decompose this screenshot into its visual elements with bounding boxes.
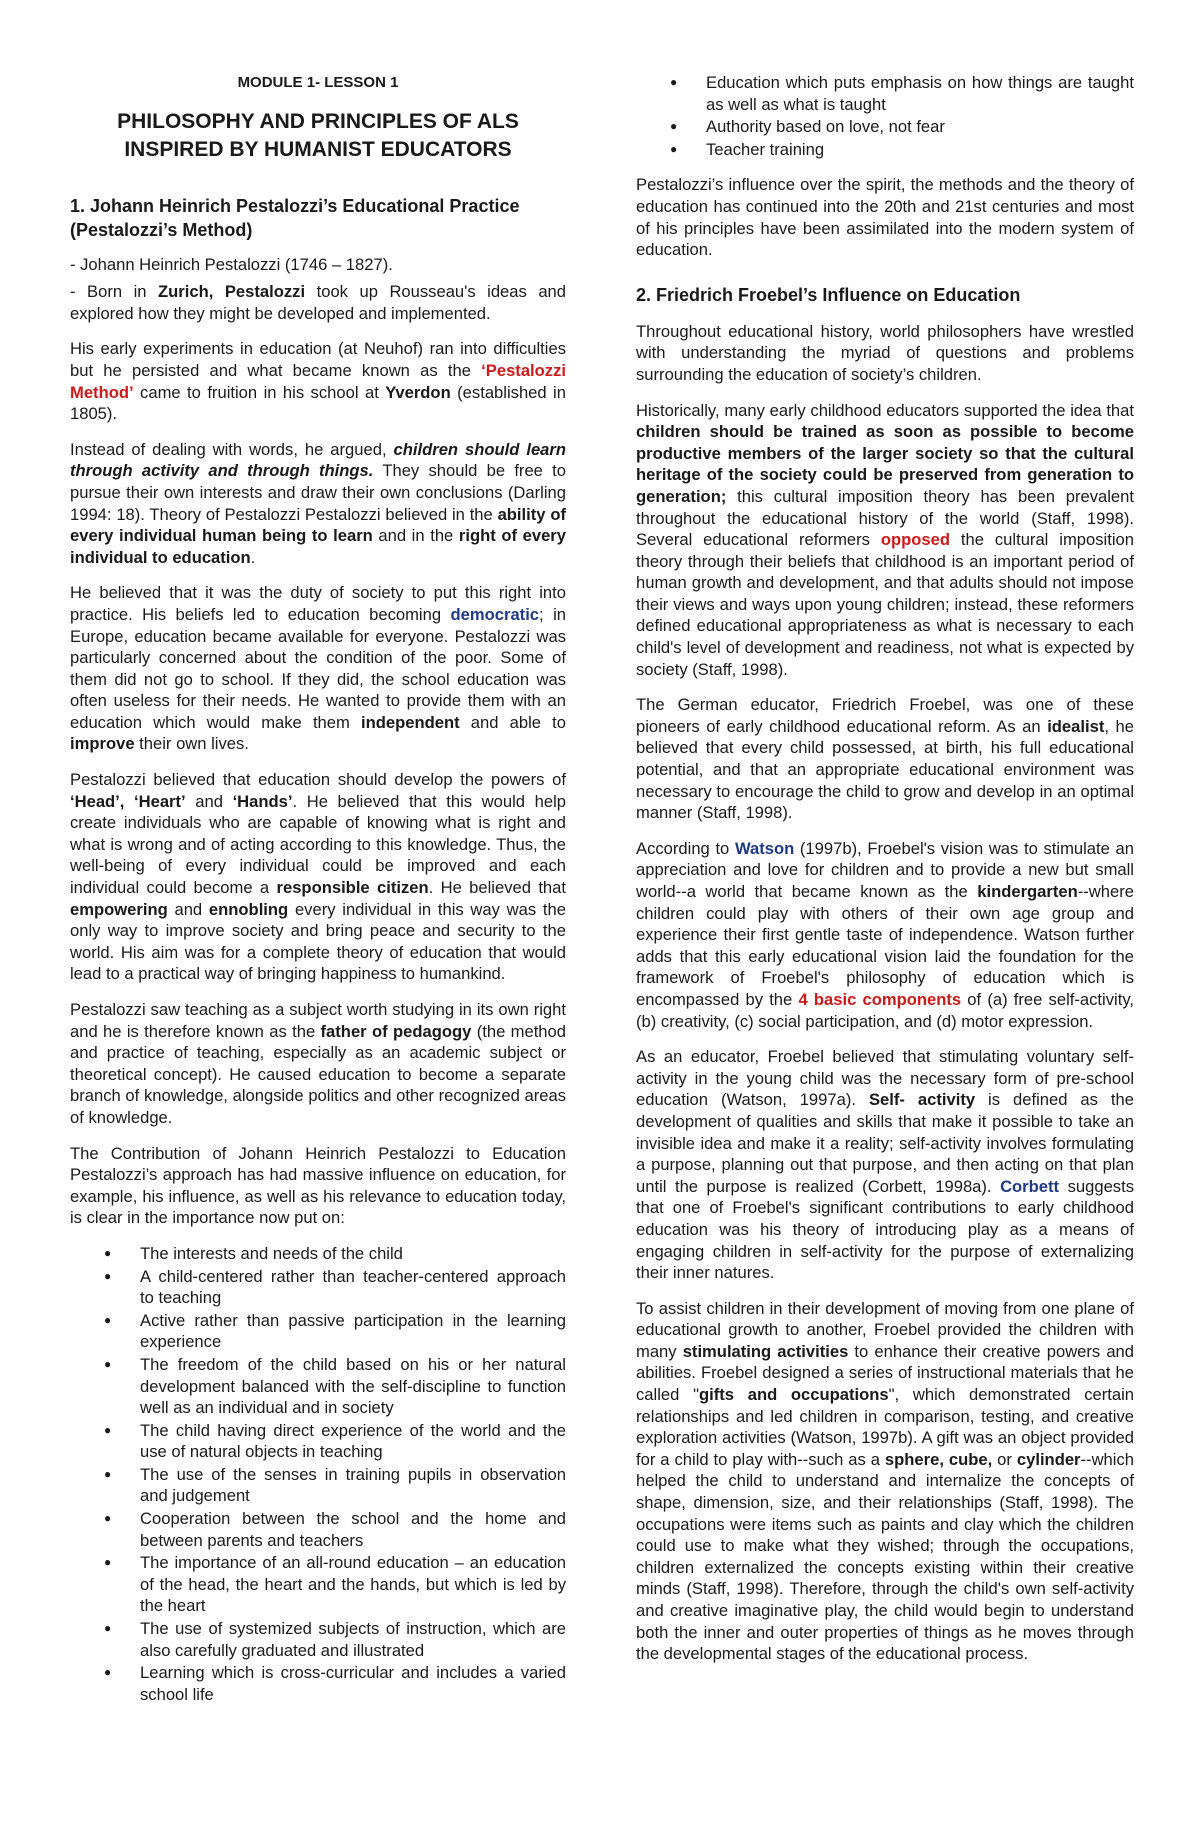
bullet-icon: ● <box>104 1422 112 1437</box>
pestalozzi-contributions-list-continued <box>636 72 1134 160</box>
world-philosophers-paragraph: Throughout educational history, world philosophers have wrestled with understanding the myriad of questions and problems surrounding the education of society’s children. <box>636 321 1134 384</box>
section-1-heading: 1. Johann Heinrich Pestalozzi’s Educational Practice (Pestalozzi’s Method) <box>70 195 520 240</box>
bullet-icon: ● <box>104 1245 112 1260</box>
opposed-term: opposed <box>880 530 950 550</box>
duty-of-society-paragraph: He believed that it was the duty of society to put this right into practice. His beliefs led to education becoming democratic; in Europe, education became available for everyone. Pestalozzi was particularly concerned about the condition of the poor. Some of them did not go to school. If they did, the school education was often useless for their needs. He wanted to provide them with an education which would make them independent and able to improve their own lives. <box>70 583 567 754</box>
pestalozzi-influence-paragraph: Pestalozzi’s influence over the spirit, the methods and the theory of education has continued into the 20th and 21st centuries and most of his principles have been assimilated into the modern system of education. <box>636 175 1134 260</box>
right-to-education-term: right of every individual to education <box>70 526 566 567</box>
title-line-1: PHILOSOPHY AND PRINCIPLES OF ALS <box>117 109 519 133</box>
module-label: MODULE 1- LESSON 1 <box>237 74 399 91</box>
list-item: ● The importance of an all-round education – an education of the head, the heart and the hands, but which is led by the heart <box>104 1553 566 1616</box>
list-item: ● Cooperation between the school and the home and between parents and teachers <box>104 1509 566 1550</box>
cylinder-term: cylinder <box>1016 1449 1081 1469</box>
democratic-term: democratic <box>450 604 540 624</box>
contribution-paragraph: The Contribution of Johann Heinrich Pestalozzi to Education Pestalozzi’s approach has had massive influence on education, for example, his influence, as well as his relevance to education today, is clear in the importance now put on: <box>70 1143 566 1228</box>
pestalozzi-method-term: ‘Pestalozzi Method’ <box>70 360 566 402</box>
bullet-icon: ● <box>670 75 678 89</box>
bullet-icon: ● <box>104 1555 112 1570</box>
four-components-term: 4 basic components <box>798 989 962 1009</box>
title-line-2: INSPIRED BY HUMANIST EDUCATORS <box>124 137 512 161</box>
empowering-term: empowering <box>70 899 168 919</box>
hands-term: ‘Hands’ <box>232 791 293 811</box>
left-column <box>70 72 566 1706</box>
self-activity-term: Self- activity <box>868 1090 976 1110</box>
learn-through-activity-emphasis: children should learn through activity and through things. <box>70 439 566 481</box>
shapes-term: sphere, cube, <box>884 1449 993 1469</box>
responsible-citizen-term: responsible citizen <box>276 878 429 898</box>
bullet-icon: ● <box>104 1312 112 1327</box>
bullet-icon: ● <box>104 1511 112 1526</box>
bullet-icon: ● <box>670 141 678 156</box>
list-item: ● Active rather than passive participation in the learning experience <box>104 1310 566 1352</box>
list-item: ● Teacher training <box>670 139 825 159</box>
cultural-imposition-paragraph: Historically, many early childhood educators supported the idea that children should be trained as soon as possible to become productive members of the larger society so that the cultural heritage of the society could be preserved from generation to generation; this cultural imposition theory has been prevalent throughout the educational history of the world (Staff, 1998). Several educational reformers opposed the cultural imposition theory through their beliefs that childhood is an important period of human growth and development, and that adults should not impose their views and ways upon young children; instead, these reformers defined educational appropriateness as what is necessary to each child's level of development and readiness, not what is expected by society (Staff, 1998). <box>636 400 1134 679</box>
father-of-pedagogy-term: father of pedagogy <box>320 1021 472 1041</box>
watson-term: Watson <box>734 838 795 858</box>
learn-through-activity-paragraph: Instead of dealing with words, he argued, children should learn through activity and through things. They should be free to pursue their own interests and draw their own conclusions (Darling 1994: 18). Theory of Pestalozzi Pestalozzi believed in the ability of every individual human being to learn and in the right of every individual to education. <box>70 439 566 567</box>
pestalozzi-born-paragraph: - Born in Zurich, Pestalozzi took up Rousseau's ideas and explored how they might be developed and implemented. <box>70 282 567 323</box>
section-2-heading: 2. Friedrich Froebel’s Influence on Education <box>636 284 1021 305</box>
early-experiments-paragraph: His early experiments in education (at Neuhof) ran into difficulties but he persisted and what became known as the ‘Pestalozzi Method’ came to fruition in his school at Yverdon (established in 1805). <box>70 339 566 424</box>
pestalozzi-contributions-list <box>70 1243 566 1705</box>
head-heart-term: ‘Head’, ‘Heart’ <box>70 791 186 811</box>
independent-term: independent <box>361 712 460 732</box>
pestalozzi-lifespan: - Johann Heinrich Pestalozzi (1746 – 1827). <box>70 254 393 274</box>
birthplace: Zurich, Pestalozzi <box>158 282 306 302</box>
gifts-occupations-term: gifts and occupations <box>698 1385 889 1405</box>
list-item: ● A child-centered rather than teacher-centered approach to teaching <box>104 1266 566 1308</box>
list-item: ● The freedom of the child based on his or her natural development balanced with the self-discipline to function well as an individual and in society <box>104 1354 566 1418</box>
list-item: ● The interests and needs of the child <box>104 1243 403 1263</box>
gifts-occupations-paragraph: To assist children in their development of moving from one plane of educational growth to another, Froebel provided the children with many stimulating activities to enhance their creative powers and abilities. Froebel designed a series of instructional materials that he called "gifts and occupations", which demonstrated certain relationships and led children in comparison, testing, and creative exploration activities (Watson, 1997b). A gift was an object provided for a child to play with--such as a sphere, cube, or cylinder--which helped the child to understand and internalize the concepts of shape, dimension, size, and their relationships (Staff, 1998). The occupations were items such as paints and clay which the children could use to make what they wished; through the occupations, children externalized the concepts existing within their creative minds (Staff, 1998). Therefore, through the child's own self-activity and creative imaginative play, the child would begin to understand both the inner and outer properties of things as he moves through the developmental stages of the educational process. <box>636 1298 1135 1664</box>
bullet-icon: ● <box>670 119 678 134</box>
right-column <box>636 72 1134 1679</box>
list-item: ● The use of the senses in training pupils in observation and judgement <box>104 1464 566 1506</box>
bullet-icon: ● <box>104 1621 112 1636</box>
stimulating-activities-term: stimulating activities <box>682 1341 849 1361</box>
page-title <box>70 108 566 164</box>
corbett-term: Corbett <box>1000 1176 1060 1196</box>
father-of-pedagogy-paragraph: Pestalozzi saw teaching as a subject worth studying in its own right and he is therefore known as the father of pedagogy (the method and practice of teaching, especially as an academic subject or theoretical concept). He caused education to become a separate branch of knowledge, alongside politics and other recognized areas of knowledge. <box>70 1000 566 1127</box>
ability-to-learn-term: ability of every individual human being to learn <box>70 504 566 546</box>
list-item: ● Education which puts emphasis on how things are taught as well as what is taught <box>670 73 1134 114</box>
bullet-icon: ● <box>104 1268 112 1283</box>
list-item: ● The child having direct experience of the world and the use of natural objects in teaching <box>104 1420 566 1462</box>
list-item: ● Authority based on love, not fear <box>670 117 945 137</box>
yverdon-term: Yverdon <box>385 382 451 402</box>
trained-children-emphasis: children should be trained as soon as possible to become productive members of the larger society so that the cultural heritage of the society could be preserved from generation to generation; <box>636 422 1134 506</box>
list-item: ● The use of systemized subjects of instruction, which are also carefully graduated and illustrated <box>104 1619 566 1660</box>
list-item: ● Learning which is cross-curricular and includes a varied school life <box>104 1663 566 1704</box>
ennobling-term: ennobling <box>208 899 289 919</box>
kindergarten-term: kindergarten <box>977 882 1078 901</box>
idealist-term: idealist <box>1047 716 1105 736</box>
self-activity-paragraph: As an educator, Froebel believed that stimulating voluntary self-activity in the young child was the necessary form of pre-school education (Watson, 1997a). Self- activity is defined as the development of qualities and skills that make it possible to take an invisible idea and make it a reality; self-activity involves formulating a purpose, planning out that purpose, and then acting on that plan until the purpose is realized (Corbett, 1998a). Corbett suggests that one of Froebel's significant contributions to early childhood education was his theory of introducing play as a means of engaging children in self-activity for the purpose of externalizing their inner natures. <box>636 1047 1135 1283</box>
bullet-icon: ● <box>104 1356 112 1371</box>
froebel-idealist-paragraph: The German educator, Friedrich Froebel, was one of these pioneers of early childhood educational reform. As an idealist, he believed that every child possessed, at birth, his full educational potential, and that an appropriate educational environment was necessary to encourage the child to grow and develop in an optimal manner (Staff, 1998). <box>636 695 1134 823</box>
bullet-icon: ● <box>104 1466 112 1481</box>
head-heart-hands-paragraph: Pestalozzi believed that education should develop the powers of ‘Head’, ‘Heart’ and ‘Hands’. He believed that this would help create individuals who are capable of knowing what is right and what is wrong and of acting according to this knowledge. Thus, the well-being of every individual could be improved and each individual could become a responsible citizen. He believed that empowering and ennobling every individual in this way was the only way to improve society and bring peace and security to the world. His aim was for a complete theory of education that would lead to a practical way of bringing happiness to humankind. <box>70 770 566 984</box>
improve-term: improve <box>70 734 135 754</box>
bullet-icon: ● <box>104 1665 112 1680</box>
kindergarten-paragraph: According to Watson (1997b), Froebel's vision was to stimulate an appreciation and love for children and to provide a new but small world--a world that became known as the kindergarten--where children could play with others of their own age group and experience their first gentle taste of independence. Watson further adds that this early educational vision laid the foundation for the framework of Froebel's philosophy of education which is encompassed by the 4 basic components of (a) free self-activity, (b) creativity, (c) social participation, and (d) motor expression. <box>636 838 1134 1031</box>
